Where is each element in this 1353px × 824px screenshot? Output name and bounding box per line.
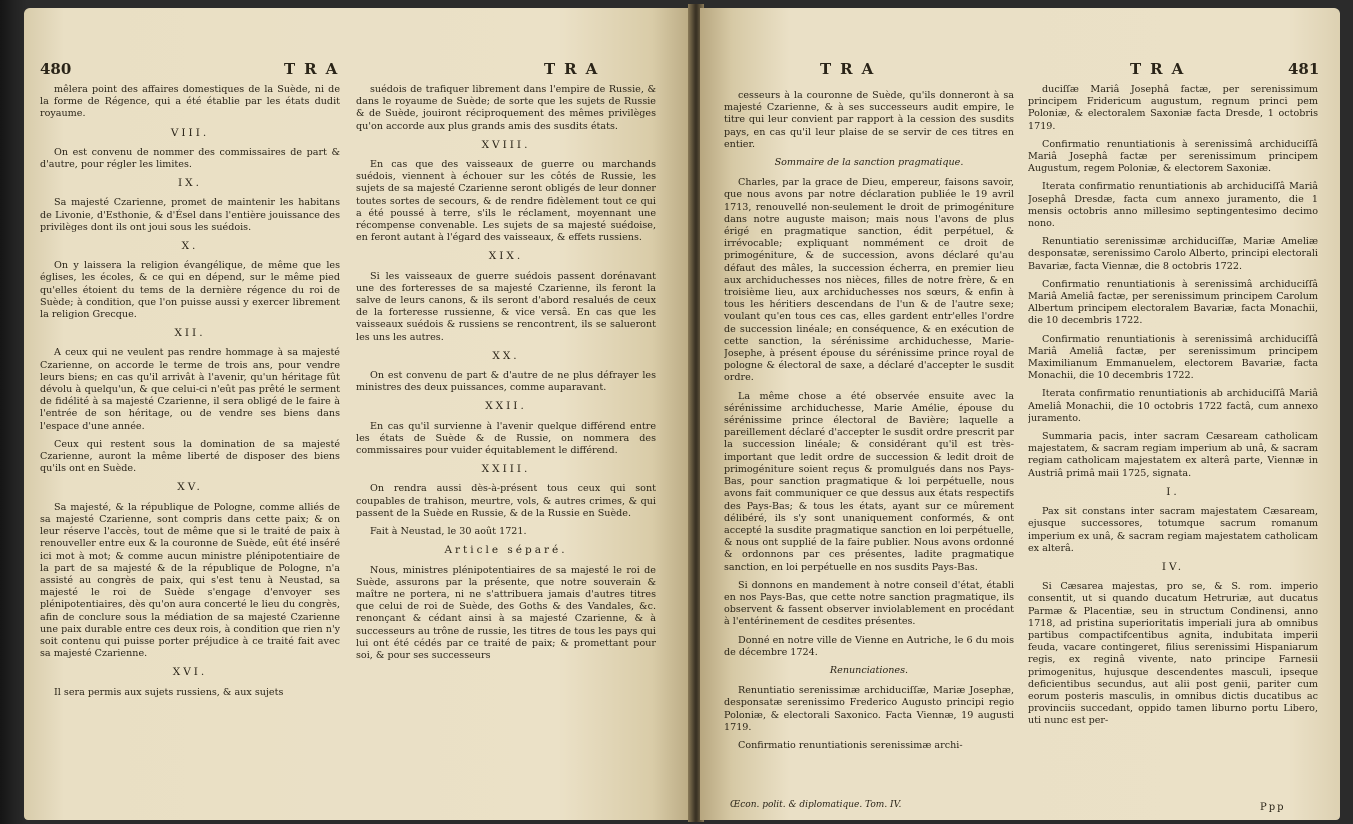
paragraph: Donné en notre ville de Vienne en Autriche, le 6 du mois de décembre 1724. bbox=[724, 634, 1014, 658]
right-page bbox=[700, 8, 1340, 820]
paragraph: Pax sit constans inter sacram majestatem Cæsaream, ejusque successores, totumque sacrum romanum imperium ex unâ, & sacram regiam majestatem catholicam ex alterâ. bbox=[1028, 506, 1318, 554]
signature-mark: Ppp bbox=[1260, 802, 1286, 813]
paragraph: On est convenu de nommer des commissaires de part & d'autre, pour régler les limites. bbox=[40, 146, 340, 171]
paragraph: Renuntiatio serenissimæ archiduciſſæ, Mariæ Ameliæ desponsatæ, serenissimo Carolo Alberto, principi electorali Bavariæ, facta Viennæ, die 8 octobris 1722. bbox=[1028, 236, 1318, 272]
paragraph: Confirmatio renuntiationis à serenissimâ archiduciſſâ Mariâ Josephâ factæ per serenissimum principem Augustum, regem Poloniæ, & electorem Saxoniæ. bbox=[1028, 138, 1318, 175]
paragraph: A ceux qui ne veulent pas rendre hommage à sa majesté Czarienne, on accorde le terme de trois ans, pour vendre leurs biens; en cas qu'il arrivât à l'avenir, qu'un héritage fût dévolu à quelqu'un, & que celui-ci n'eût pas prêté le serment de fidélité à sa majesté Czarienne, il sera obligé de le faire à l'entrée de son héritage, ou de vendre ses biens dans l'espace d'une année. bbox=[40, 347, 340, 432]
paragraph: Sa majesté, & la république de Pologne, comme alliés de sa majesté Czarienne, sont compris dans cette paix; & on leur réserve l'accès, tout de même que si le traité de paix à renouveller entre eux & la couronne de Suède, eût été inséré ici mot à mot; & comme aucun ministre plénipotentiaire de la part de sa majesté & de la république de Pologne, n'a assisté au congrès de paix, qui s'est tenu à Neustad, sa majesté le roi de Suède s'engage d'envoyer ses plénipotentiaires, dès qu'on aura concerté le lieu du congrès, afin de conclure sous la médiation de sa majesté Czarienne une paix durable entre ces deux rois, à condition que rien n'y soit contenu qui puisse porter préjudice à ce traité fait avec sa majesté Czarienne. bbox=[40, 501, 340, 660]
section-heading: IV. bbox=[1161, 560, 1185, 573]
paragraph: Iterata confirmatio renuntiationis ab archiduciſſâ Mariâ Ameliâ Monachii, die 10 octobris 1722 factâ, cum annexo juramento. bbox=[1028, 388, 1318, 424]
paragraph: Charles, par la grace de Dieu, empereur, faisons savoir, que nous avons par notre déclaration publiée le 19 avril 1713, renouvellé non-seulement le droit de primogéniture dans notre auguste maison; mais nous l'avons de plus érigé en pragmatique sanction, édit perpétuel, & irrévocable; expliquant nommément ce droit de primogéniture, & de succession, avons déclaré qu'au défaut des mâles, la succession écherra, en premier lieu aux archiduchesses nos nièces, filles de notre frère, & en troisième lieu, aux archiduchesses nos sœurs, & enfin à tous les héritiers descendans de l'un & de l'autre sexe; voulant qu'en tous ces cas, elles gardent entr'elles l'ordre de succession linéale; en conséquence, & en exécution de cette sanction, la sérénissime archiduchesse, Marie-Josephe, à présent épouse du sérénissime prince royal de pologne & électoral de saxe, a déclaré d'accepter le susdit ordre. bbox=[724, 177, 1014, 384]
left-page bbox=[24, 8, 692, 820]
section-heading: Article séparé. bbox=[444, 544, 568, 557]
paragraph: Summaria pacis, inter sacram Cæsaream catholicam majestatem, & sacram regiam imperium ab unâ, & sacram regiam catholicam majestatem ex alterâ parte, Viennæ in Austriâ primâ maii 1725, signata. bbox=[1028, 431, 1318, 479]
section-heading: XIX. bbox=[488, 250, 524, 263]
paragraph: Si Cæsarea majestas, pro se, & S. rom. imperio consentit, ut si quando ducatum Hetruriæ, aut ducatus Parmæ & Placentiæ, seu in structum Condinensi, anno 1718, ad pristina superioritatis imperiali jura ab omnibus partibus compactifcentibus agnita, indubitata imperii feuda, vacare contingeret, filius serenissimi Hispaniarum regis, ex reginâ vivente, nato principe Farnesii primogenitus, hujusque descendentes masculi, ipseque deficientibus secundus, aut alii post genii, pariter cum eorum posteris masculis, in omnibus dictis ducatibus ac provinciis succedant, oppido tamen liburno portu Libero, uti nunc est per- bbox=[1028, 581, 1318, 727]
running-header-right-1: TRA bbox=[820, 60, 883, 78]
section-heading: XII. bbox=[174, 327, 206, 340]
section-heading: IX. bbox=[178, 177, 202, 190]
paragraph: Iterata confirmatio renuntiationis ab archiduciſſâ Mariâ Josephâ Dresdæ, facta cum annexo juramento, die 1 mensis octobris anno millesimo septingentesimo decimo nono. bbox=[1028, 181, 1318, 230]
page-number-left: 480 bbox=[40, 60, 72, 78]
paragraph: En cas qu'il survienne à l'avenir quelque différend entre les états de Suède & de Russie, on nommera des commissaires pour vuider équitablement le différend. bbox=[356, 420, 656, 457]
italic-heading: Sommaire de la sanction pragmatique. bbox=[774, 157, 964, 169]
left-column-2 bbox=[356, 84, 656, 814]
paragraph: Renuntiatio serenissimæ archiduciſſæ, Mariæ Josephæ, desponsatæ serenissimo Frederico Augusto principi regio Poloniæ, & electorali Saxonico. Facta Viennæ, 19 augusti 1719. bbox=[724, 685, 1014, 733]
paragraph: Ceux qui restent sous la domination de sa majesté Czarienne, auront la même liberté de disposer des biens qu'ils ont en Suède. bbox=[40, 438, 340, 475]
paragraph: On y laissera la religion évangélique, de même que les églises, les écoles, & ce qui en dépend, sur le même pied qu'elles étoient du tems de la dernière régence du roi de Suède; à condition, que l'on puisse aussi y exercer librement la religion Grecque. bbox=[40, 260, 340, 321]
section-heading: XV. bbox=[177, 481, 203, 494]
paragraph: Confirmatio renuntiationis serenissimæ archi- bbox=[738, 739, 963, 751]
paragraph: On rendra aussi dès-à-présent tous ceux qui sont coupables de trahison, meurtre, vols, & autres crimes, & qui passent de la Suède en Russie, & de la Russie en Suède. bbox=[356, 483, 656, 519]
paragraph: Sa majesté Czarienne, promet de maintenir les habitans de Livonie, d'Esthonie, & d'Ésel dans l'entière jouissance des privilèges dont ils ont joui sous les suédois. bbox=[40, 197, 340, 233]
paragraph: Fait à Neustad, le 30 août 1721. bbox=[370, 526, 527, 538]
section-heading: VIII. bbox=[170, 126, 210, 139]
running-header-left-2: TRA bbox=[544, 60, 607, 78]
paragraph: cesseurs à la couronne de Suède, qu'ils donneront à sa majesté Czarienne, & à ses successeurs audit empire, le titre qui leur convient par rapport à la cession des susdits pays, en cas qu'il leur plaise de se servir de ces titres en entier. bbox=[724, 90, 1014, 150]
right-column-2 bbox=[1028, 84, 1318, 794]
running-header-right-2: TRA bbox=[1130, 60, 1193, 78]
paragraph: En cas que des vaisseaux de guerre ou marchands suédois, viennent à échouer sur les côtés de Russie, les sujets de sa majesté Czarienne seront obligés de leur donner toutes sortes de secours, & de rendre fidèlement tout ce qui a été poussé à terre, s'ils le réclament, moyennant une récompense convenable. Les sujets de sa majesté suédoise, en feront autant à l'égard des vaisseaux, & effets russiens. bbox=[356, 159, 656, 244]
paragraph: La même chose a été observée ensuite avec la sérénissime archiduchesse, Marie Amélie, épouse du sérénissime prince électoral de Bavière; laquelle a pareillement déclaré d'accepter le susdit ordre prescrit par la succession linéale; & considérant qu'il est très-important que ledit ordre de succession & ledit droit de primogéniture soient reçus & promulgués dans nos Pays-Bas, pour sanction pragmatique & loi perpétuelle, nous avons fait communiquer ce que dessus aux états respectifs des Pays-Bas; & tous les états, ayant sur ce mûrement délibéré, ils s'y sont unaniquement conformés, & ont accepté la susdite pragmatique sanction en loi perpétuelle, & nous ont supplié de la faire publier. Nous avons ordonné & ordonnons par ces présentes, ladite pragmatique sanction, en loi perpétuelle en nos susdits Pays-Bas. bbox=[724, 390, 1014, 573]
right-column-1 bbox=[724, 90, 1014, 790]
section-heading: XX. bbox=[492, 349, 520, 362]
section-heading: XXIII. bbox=[481, 463, 531, 476]
paragraph: mêlera point des affaires domestiques de la Suède, ni de la forme de Régence, qui a été établie par les états dudit royaume. bbox=[40, 84, 340, 120]
paragraph: suédois de trafiquer librement dans l'empire de Russie, & dans le royaume de Suède; de sorte que les sujets de Russie & de Suède, jouiront réciproquement des mêmes privilèges qu'on accorde aux plus grands amis des susdits états. bbox=[356, 84, 656, 132]
paragraph: On est convenu de part & d'autre de ne plus défrayer les ministres des deux puissances, comme auparavant. bbox=[356, 370, 656, 394]
page-footer: Œcon. polit. & diplomatique. Tom. IV. bbox=[730, 800, 902, 810]
paragraph: Confirmatio renuntiationis à serenissimâ archiduciſſâ Mariâ Ameliâ factæ, per serenissimum principem Carolum Albertum principem electoralem Bavariæ, facta Monachii, die 10 decembris 1722. bbox=[1028, 278, 1318, 327]
section-heading: X. bbox=[181, 240, 199, 253]
paragraph: Si donnons en mandement à notre conseil d'état, établi en nos Pays-Bas, que cette notre sanction pragmatique, ils observent & fassent observer inviolablement en procédant à l'entérinement de cesdites présentes. bbox=[724, 579, 1014, 628]
paragraph: Si les vaisseaux de guerre suédois passent dorénavant une des forteresses de sa majesté Czarienne, ils feront la salve de leurs canons, & ils seront d'abord resalués de ceux de la forteresse russienne, & vice versâ. En cas que les vaisseaux suédois & russiens se rencontrent, ils se salueront les uns les autres. bbox=[356, 270, 656, 343]
italic-heading: Renunciationes. bbox=[829, 664, 909, 676]
section-heading: I. bbox=[1166, 485, 1180, 498]
page-number-right: 481 bbox=[1288, 60, 1320, 78]
left-column-1 bbox=[40, 84, 340, 814]
paragraph: duciſſæ Mariâ Josephâ factæ, per serenissimum principem Fridericum augustum, regnum princi pem Poloniæ, & electoralem Saxoniæ facta Dresde, 1 octobris 1719. bbox=[1028, 84, 1318, 132]
running-header-left-1: TRA bbox=[284, 60, 347, 78]
paragraph: Confirmatio renuntiationis à serenissimâ archiduciſſâ Mariâ Ameliâ factæ, per serenissimum principem Maximilianum Emmanuelem, electorem Bavariæ, facta Monachii, die 10 decembris 1722. bbox=[1028, 333, 1318, 382]
paragraph: Nous, ministres plénipotentiaires de sa majesté le roi de Suède, assurons par la présente, que notre souverain & maître ne portera, ni ne s'attribuera jamais d'autres titres que celui de roi de Suède, des Goths & des Vandales, &c. renonçant & cédant ainsi à sa majesté Czarienne, & à successeurs au trône de russie, les titres de tous les pays qui lui ont été cédés par ce traité de paix; & promettant pour soi, & pour ses successeurs bbox=[356, 564, 656, 661]
section-heading: XVI. bbox=[172, 666, 208, 679]
section-heading: XVIII. bbox=[481, 138, 531, 151]
section-heading: XXII. bbox=[485, 400, 527, 413]
paragraph: Il sera permis aux sujets russiens, & aux sujets bbox=[54, 686, 284, 698]
